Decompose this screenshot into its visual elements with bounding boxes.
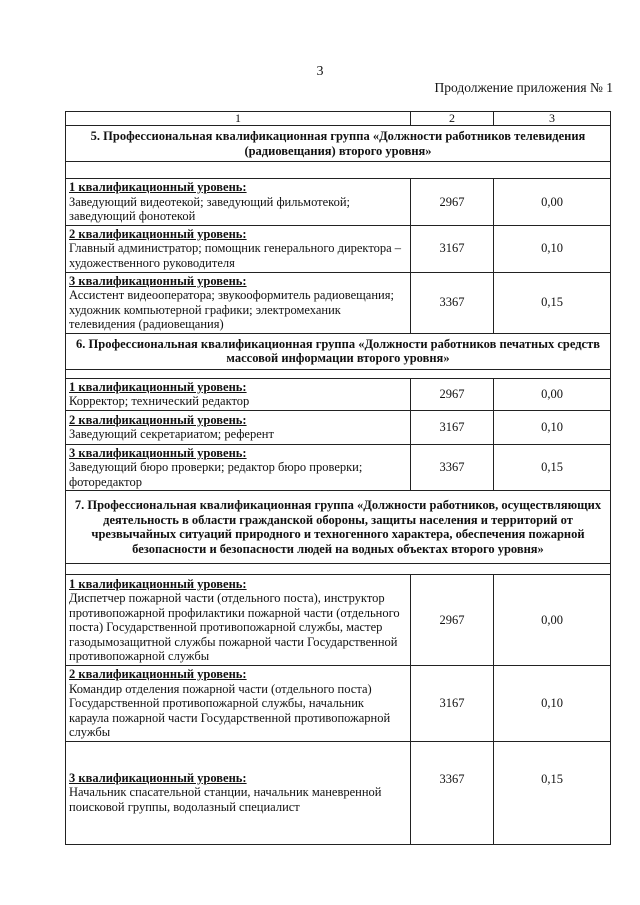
salary-cell: 3167 <box>411 410 494 444</box>
level-name: 3 квалификационный уровень: <box>69 273 247 288</box>
group-6-spacer <box>66 369 611 378</box>
table-row <box>66 179 611 226</box>
column-number-row <box>66 112 611 126</box>
table-row <box>66 272 611 333</box>
page-number: 3 <box>316 64 324 79</box>
level-name: 3 квалификационный уровень: <box>69 770 247 785</box>
level-cell <box>66 410 411 444</box>
salary-cell: 3367 <box>411 444 494 491</box>
level-name: 2 квалификационный уровень: <box>69 412 247 427</box>
coefficient-cell: 0,15 <box>494 741 611 844</box>
appendix-continuation-label: Продолжение приложения № 1 <box>434 80 613 95</box>
level-cell <box>66 741 411 844</box>
level-positions: Заведующий секретариатом; референт <box>69 427 274 441</box>
coefficient-cell: 0,00 <box>494 575 611 666</box>
salary-cell: 3367 <box>411 741 494 844</box>
table-row <box>66 225 611 272</box>
table-row <box>66 378 611 410</box>
salary-cell: 3367 <box>411 272 494 333</box>
level-cell <box>66 225 411 272</box>
column-number-1: 1 <box>66 112 411 126</box>
salary-cell: 3167 <box>411 225 494 272</box>
level-positions: Диспетчер пожарной части (отдельного поста), инструктор противопожарной профилактики пожарной части (отдельного поста) Государственной противопожарной службы, мастер газодымозащитной службы пожарной части Государственной противопожарной службы <box>69 591 400 663</box>
level-cell <box>66 575 411 666</box>
level-cell <box>66 666 411 742</box>
salary-cell: 2967 <box>411 179 494 226</box>
table-row <box>66 444 611 491</box>
group-7-spacer <box>66 564 611 575</box>
salary-cell: 2967 <box>411 378 494 410</box>
level-name: 3 квалификационный уровень: <box>69 445 247 460</box>
level-positions: Главный администратор; помощник генерального директора – художественного руководителя <box>69 241 402 270</box>
column-number-3: 3 <box>494 112 611 126</box>
level-name: 2 квалификационный уровень: <box>69 226 247 241</box>
coefficient-cell: 0,10 <box>494 666 611 742</box>
table-row <box>66 410 611 444</box>
coefficient-cell: 0,10 <box>494 225 611 272</box>
level-cell <box>66 179 411 226</box>
table-row <box>66 575 611 666</box>
group-5-spacer <box>66 162 611 179</box>
column-number-2: 2 <box>411 112 494 126</box>
table-row <box>66 741 611 844</box>
coefficient-cell: 0,00 <box>494 179 611 226</box>
level-name: 1 квалификационный уровень: <box>69 576 247 591</box>
level-positions: Заведующий видеотекой; заведующий фильмотекой; заведующий фонотекой <box>69 194 351 223</box>
coefficient-cell: 0,15 <box>494 272 611 333</box>
level-name: 1 квалификационный уровень: <box>69 180 247 194</box>
level-cell <box>66 272 411 333</box>
level-positions: Заведующий бюро проверки; редактор бюро проверки; фоторедактор <box>69 460 363 489</box>
group-title-row <box>66 491 611 564</box>
group-7-title: 7. Профессиональная квалификационная группа «Должности работников, осуществляющих деятельность в области гражданской обороны, защиты населения и территорий от чрезвычайных ситуаций природного и техногенного характера, обеспечения пожарной безопасности и безопасности людей на водных объектах второго уровня» <box>66 491 611 564</box>
salary-cell: 2967 <box>411 575 494 666</box>
level-positions: Начальник спасательной станции, начальник маневренной поисковой группы, водолазный специалист <box>69 785 382 814</box>
level-name: 1 квалификационный уровень: <box>69 379 247 394</box>
level-positions: Ассистент видеооператора; звукооформитель радиовещания; художник компьютерной графики; электромеханик телевидения (радиовещания) <box>69 288 394 331</box>
level-name: 2 квалификационный уровень: <box>69 667 247 681</box>
level-cell <box>66 444 411 491</box>
level-positions: Командир отделения пожарной части (отдельного поста) Государственной противопожарной службы, начальник караула пожарной части Государственной противопожарной службы <box>69 681 391 739</box>
group-title-row <box>66 333 611 369</box>
coefficient-cell: 0,10 <box>494 410 611 444</box>
group-6-title: 6. Профессиональная квалификационная группа «Должности работников печатных средств массовой информации второго уровня» <box>66 333 611 369</box>
coefficient-cell: 0,00 <box>494 378 611 410</box>
level-positions: Корректор; технический редактор <box>69 394 250 408</box>
qualification-groups-table <box>65 111 611 845</box>
level-cell <box>66 378 411 410</box>
coefficient-cell: 0,15 <box>494 444 611 491</box>
salary-cell: 3167 <box>411 666 494 742</box>
table-row <box>66 666 611 742</box>
group-title-row <box>66 126 611 162</box>
group-5-title: 5. Профессиональная квалификационная группа «Должности работников телевидения (радиовещания) второго уровня» <box>66 126 611 162</box>
